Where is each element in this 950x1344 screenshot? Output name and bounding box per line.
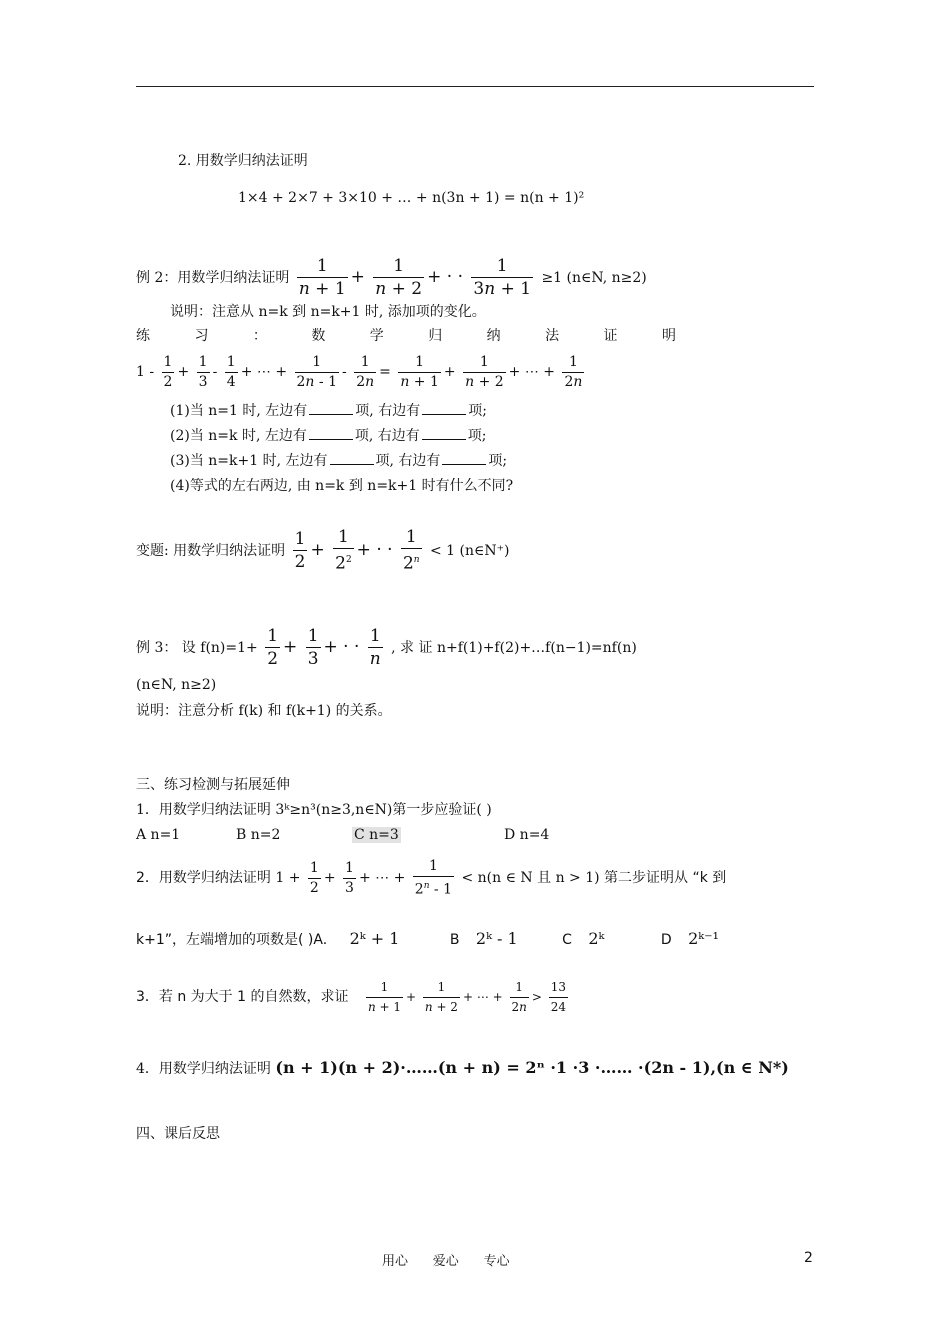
- example3-line: [136, 624, 637, 670]
- s3-q3-sum: $\frac{1}{n + 1}$ + $\frac{1}{n + 2}$ + ⋯ + $\frac{1}{2n}$ > $\frac{13}{24}$: [363, 990, 571, 1004]
- example3-sum: $\frac{1}{2}$ + $\frac{1}{3}$ + · · $\frac{1}{n}$: [267, 626, 381, 669]
- answer-blank[interactable]: [422, 402, 466, 415]
- practice-q3: [170, 452, 507, 470]
- practice-q2-end: 项;: [467, 428, 487, 444]
- answer-blank[interactable]: [422, 427, 466, 440]
- practice-q1-pre: (1)当 n=1 时, 左边有: [170, 403, 308, 419]
- s3-q1-option-b[interactable]: B n=2: [236, 827, 281, 843]
- s3-q1-text: 1．用数学归纳法证明 3ᵏ≥n³(n≥3,n∈N)第一步应验证( ): [136, 802, 492, 818]
- practice-heading-char: 明: [661, 328, 676, 344]
- practice-heading-char: ：: [252, 328, 267, 344]
- practice-heading-char: 纳: [486, 328, 501, 344]
- s3-q2-option-c[interactable]: 2ᵏ: [588, 929, 605, 948]
- s3-q2-line2: [136, 930, 719, 949]
- sec2-title: 2. 用数学归纳法证明: [178, 153, 308, 169]
- practice-q1: [170, 402, 487, 420]
- sec2-formula: 1×4 + 2×7 + 3×10 + … + n(3n + 1) = n(n + 1)²: [238, 190, 585, 206]
- practice-heading: [136, 327, 676, 345]
- s3-q2-option-d[interactable]: 2ᵏ⁻¹: [688, 929, 719, 948]
- practice-identity: 1 - $\frac{1}{2}$ + $\frac{1}{3}$ - $\frac{1}{4}$ + ⋯ + $\frac{1}{2n - 1}$ - $\frac{1}{2n}$ = $\frac{1}{n + 1}$ + $\frac{1}{n + 2}$ + ⋯ + $\frac{1}{2n}$: [136, 353, 583, 390]
- variant-prefix: 变题: 用数学归纳法证明: [136, 542, 286, 559]
- practice-q3-mid: 项, 右边有: [375, 453, 441, 469]
- example3-prefix: 例 3： 设 f(n)=1+: [136, 640, 258, 656]
- example3-cond: (n∈N, n≥2): [136, 677, 217, 693]
- example2-note: 说明：注意从 n=k 到 n=k+1 时, 添加项的变化。: [170, 304, 486, 320]
- s3-q4-line: [136, 1056, 789, 1080]
- s3-q2-option-d-label: D: [660, 932, 672, 948]
- s3-q2-option-b[interactable]: 2ᵏ - 1: [475, 929, 518, 948]
- example2-prefix: 例 2：用数学归纳法证明: [136, 270, 290, 286]
- section4-title: 四、课后反思: [136, 1126, 220, 1142]
- practice-heading-char: 数: [311, 328, 326, 344]
- s3-q1-option-c-label: C n=3: [354, 827, 399, 843]
- footer-motto: 用心 爱心 专心: [382, 1254, 510, 1269]
- answer-blank[interactable]: [330, 452, 374, 465]
- s3-q4-formula: (n + 1)(n + 2)·……(n + n) = 2ⁿ ·1 ·3 ·…… ·(2n - 1),(n ∈ N*): [275, 1058, 789, 1077]
- variant-sum: $\frac{1}{2}$ + $\frac{1}{2^2}$ + · · $\frac{1}{2^n}$: [294, 527, 420, 574]
- header-rule: [136, 86, 814, 87]
- practice-heading-char: 习: [194, 328, 209, 344]
- s3-q1-option-d[interactable]: D n=4: [504, 827, 550, 843]
- s3-q1-option-a[interactable]: A n=1: [136, 827, 181, 843]
- practice-q3-end: 项;: [488, 453, 508, 469]
- example3-suffix: , 求 证 n+f(1)+f(2)+…f(n−1)=nf(n): [391, 640, 637, 656]
- example3-note: 说明：注意分析 f(k) 和 f(k+1) 的关系。: [136, 703, 392, 719]
- variant-suffix: < 1 (n∈N⁺): [429, 542, 510, 559]
- s3-q2-sum: 1 + $\frac{1}{2}$ + $\frac{1}{3}$ + ⋯ + $\frac{1}{2^n - 1}$: [275, 857, 453, 898]
- answer-blank[interactable]: [309, 427, 353, 440]
- practice-heading-char: 归: [428, 328, 443, 344]
- practice-q2-pre: (2)当 n=k 时, 左边有: [170, 428, 307, 444]
- practice-q4: (4)等式的左右两边, 由 n=k 到 n=k+1 时有什么不同?: [170, 478, 514, 494]
- practice-heading-char: 学: [369, 328, 384, 344]
- s3-q3-prefix: 3．若 n 为大于 1 的自然数，求证: [136, 989, 349, 1005]
- example2-suffix: ≥1 (n∈N, n≥2): [541, 270, 647, 286]
- s3-q2-option-b-label: B: [449, 932, 460, 948]
- practice-q2: [170, 427, 487, 445]
- example2-sum: $\frac{1}{n + 1}$ + $\frac{1}{n + 2}$ + · · $\frac{1}{3n + 1}$: [298, 256, 532, 299]
- s3-q2-line2-text: k+1”，左端增加的项数是( )A.: [136, 932, 328, 948]
- practice-q1-end: 项;: [468, 403, 487, 419]
- practice-q1-mid: 项, 右边有: [355, 403, 421, 419]
- s3-q2-option-a[interactable]: 2ᵏ + 1: [349, 929, 400, 948]
- practice-heading-char: 练: [136, 328, 150, 344]
- s3-q2-cond: < n(n ∈ N 且 n > 1): [461, 870, 600, 886]
- variant-line: [136, 526, 509, 572]
- s3-q2-suffix: 第二步证明从 “k 到: [604, 870, 727, 886]
- s3-q2-prefix: 2．用数学归纳法证明: [136, 870, 271, 886]
- section3-title: 三、练习检测与拓展延伸: [136, 777, 290, 793]
- s3-q2-option-c-label: C: [562, 932, 572, 948]
- page-number: 2: [804, 1250, 813, 1266]
- s3-q2-line1: [136, 855, 726, 901]
- s3-q3-line: [136, 974, 571, 1020]
- example2-line: [136, 254, 647, 300]
- practice-q2-mid: 项, 右边有: [354, 428, 420, 444]
- practice-heading-char: 证: [603, 328, 618, 344]
- practice-heading-char: 法: [545, 328, 560, 344]
- s3-q1-option-c[interactable]: [352, 826, 401, 844]
- practice-q3-pre: (3)当 n=k+1 时, 左边有: [170, 453, 328, 469]
- answer-blank[interactable]: [309, 402, 353, 415]
- s3-q4-prefix: 4．用数学归纳法证明: [136, 1061, 271, 1077]
- answer-blank[interactable]: [442, 452, 486, 465]
